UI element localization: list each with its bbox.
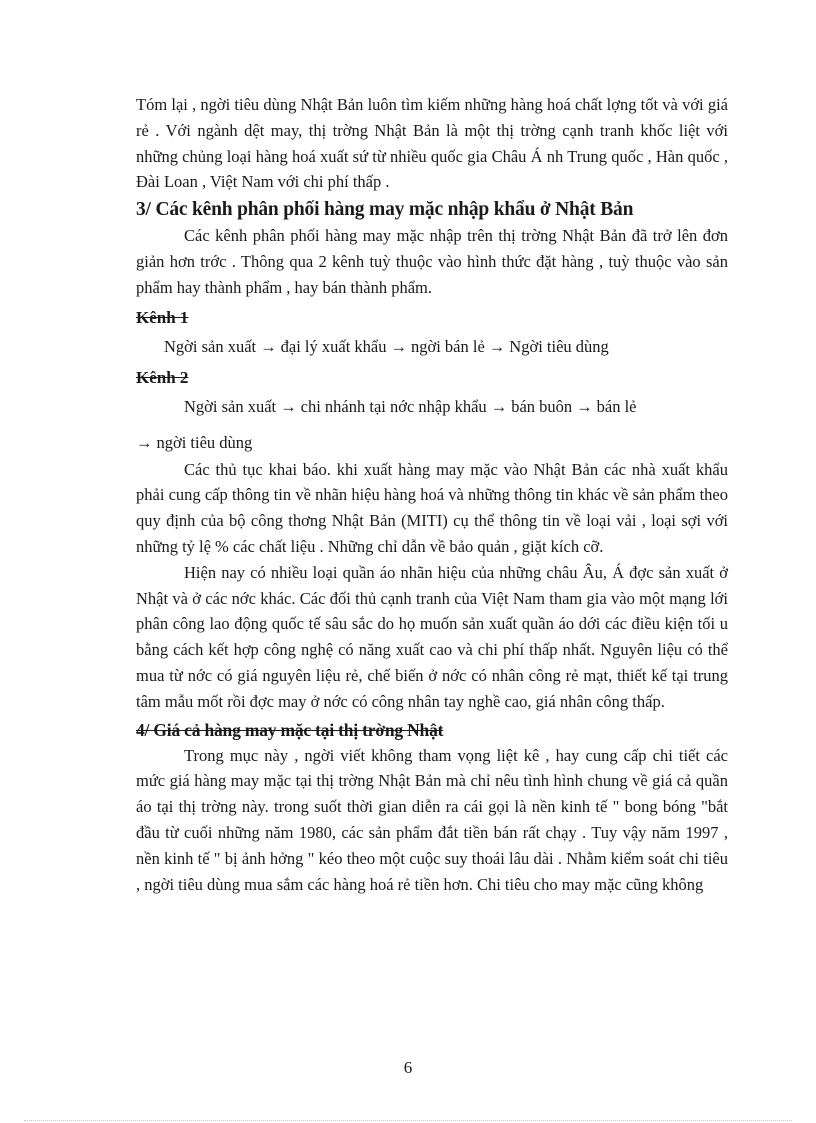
section-heading-4: 4/ Giá cả hàng may mặc tại thị trờng Nhật	[136, 719, 444, 740]
arrow-right-icon: →	[576, 396, 593, 416]
flow-step: bán buôn	[511, 396, 573, 416]
channel-1-flow	[136, 333, 728, 361]
arrow-right-icon: →	[260, 336, 277, 356]
paragraph-summary: Tóm lại , ngời tiêu dùng Nhật Bản luôn tìm kiếm những hàng hoá chất lợng tốt và với giá rẻ . Với ngành dệt may, thị trờng Nhật Bản là một thị trờng cạnh tranh khốc liệt với những chủng loại hàng hoá xuất sứ từ nhiều quốc gia Châu Á nh Trung quốc , Hàn quốc , Đài Loan , Việt Nam với chi phí thấp .	[136, 95, 728, 192]
paragraph-channels-intro: Các kênh phân phối hàng may mặc nhập trên thị trờng Nhật Bản đã trở lên đơn giản hơn trớc . Thông qua 2 kênh tuỳ thuộc vào hình thức đặt hàng , tuỳ thuộc vào sản phẩm hay thành phẩm , hay bán thành phẩm.	[136, 226, 728, 297]
channel-2-label: Kênh 2	[136, 367, 189, 387]
flow-step: ngời bán lẻ	[411, 336, 485, 356]
paragraph-declaration: Các thủ tục khai báo. khi xuất hàng may mặc vào Nhật Bản các nhà xuất khẩu phải cung cấp thông tin về nhãn hiệu hàng hoá và những thông tin khác về sản phẩm theo quy định của bộ công thơng Nhật Bản (MITI) cụ thể thông tin về loại vải , loại sợi với những tỷ lệ % các chất liệu . Những chỉ dẫn về bảo quản , giặt kích cỡ.	[136, 459, 728, 556]
flow-step: Ngời sản xuất	[164, 336, 257, 356]
arrow-right-icon: →	[488, 336, 506, 356]
arrow-right-icon: →	[280, 396, 297, 416]
arrow-right-icon: →	[390, 336, 407, 356]
channel-2-flow-end	[136, 429, 728, 457]
paragraph-prices: Trong mục này , ngời viết không tham vọng liệt kê , hay cung cấp chi tiết các mức giá hàng may mặc tại thị trờng Nhật Bản mà chỉ nêu tình hình chung về giá cả quần áo tại thị trờng này. trong suốt thời gian diễn ra cái gọi là nền kinh tế " bong bóng "bắt đầu từ cuối những năm 1980, các sản phẩm đắt tiền bán rất chạy . Tuy vậy năm 1997 , nền kinh tế " bị ảnh hởng " kéo theo một cuộc suy thoái lâu dài . Nhằm kiểm soát chi tiêu , ngời tiêu dùng mua sắm các hàng hoá rẻ tiền hơn. Chi tiêu cho may mặc cũng không	[136, 745, 728, 894]
arrow-right-icon: →	[490, 396, 508, 416]
flow-step: Ngời sản xuất	[184, 396, 277, 416]
channel-1-label: Kênh 1	[136, 307, 189, 327]
channel-2-flow	[136, 393, 728, 421]
page-number: 6	[403, 1058, 413, 1077]
footer-divider	[24, 1120, 792, 1121]
flow-step: Ngời tiêu dùng	[509, 336, 609, 356]
flow-step: chi nhánh tại nớc nhập khẩu	[300, 396, 487, 416]
flow-step: bán lẻ	[596, 396, 637, 416]
arrow-right-icon: →	[136, 432, 153, 452]
flow-step: ngời tiêu dùng	[156, 432, 253, 452]
document-body	[136, 92, 728, 897]
section-heading-3: 3/ Các kênh phân phối hàng may mặc nhập khẩu ở Nhật Bản	[136, 199, 634, 221]
flow-step: đại lý xuất khẩu	[280, 336, 387, 356]
paragraph-competitors: Hiện nay có nhiều loại quần áo nhãn hiệu của những châu Âu, Á đợc sản xuất ở Nhật và ở các nớc khác. Các đối thủ cạnh tranh của Việt Nam tham gia vào một mạng lới phân công lao động quốc tế sâu sắc do họ muốn sản xuất quần áo dới các điều kiện tối u bằng cách kết hợp công nghệ có năng xuất cao và chi phí thấp nhất. Nguyên liệu có thể mua từ nớc có giá nguyên liệu rẻ, chế biến ở nớc có nhân công rẻ mạt, thiết kế tại trung tâm mẫu mốt rồi đợc may ở nớc có công nhân tay nghề cao, giá nhân công thấp.	[136, 562, 728, 711]
